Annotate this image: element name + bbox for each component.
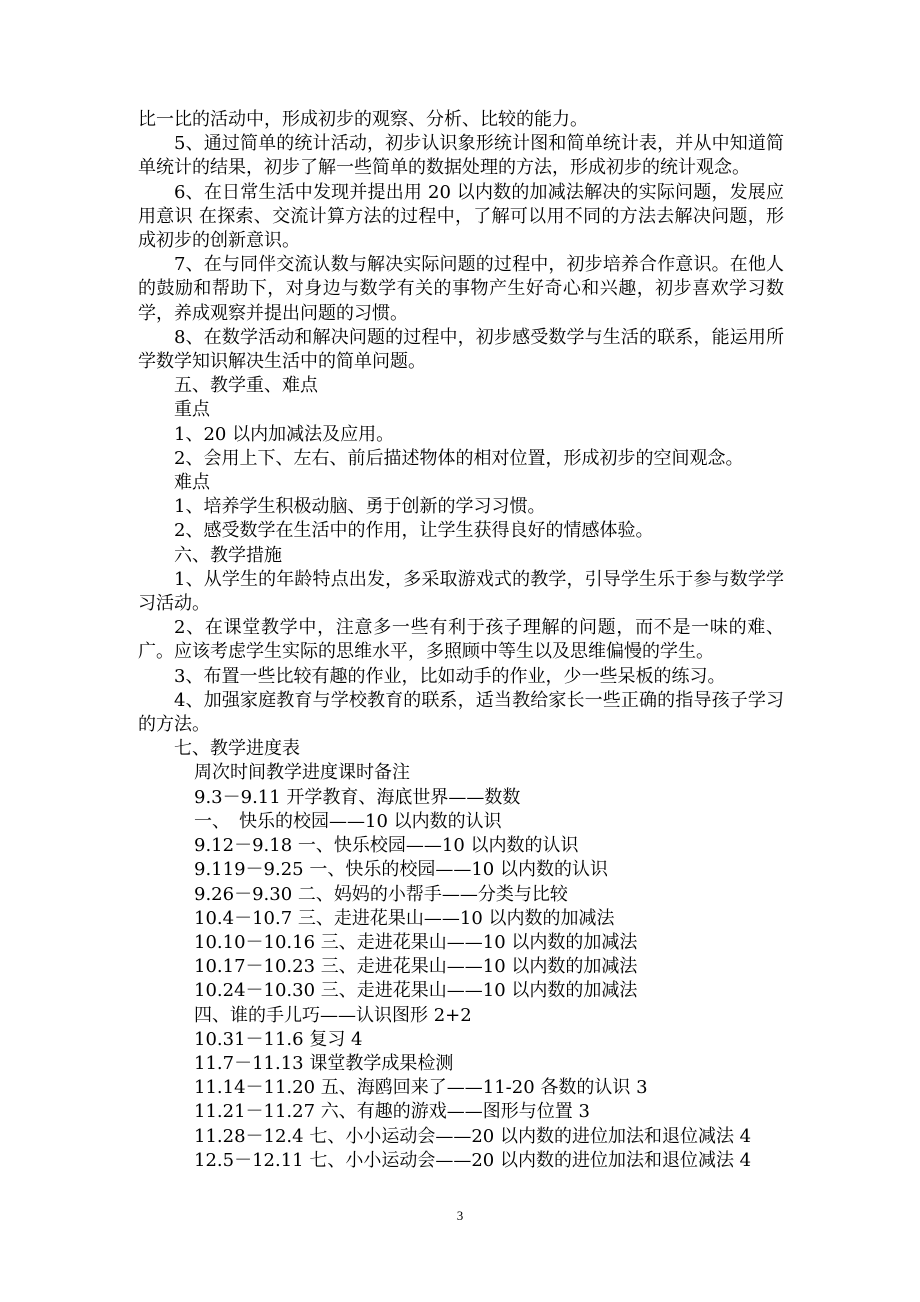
paragraph: 7、在与同伴交流认数与解决实际问题的过程中，初步培养合作意识。在他人的鼓励和帮助下，对身边与数学有关的事物产生好奇心和兴趣，初步喜欢学习数学，养成观察并提出问题的习惯。 [138,254,784,324]
paragraph: 3、布置一些比较有趣的作业，比如动手的作业，少一些呆板的练习。 [174,665,726,687]
schedule-line: 11.28－12.4 七、小小运动会——20 以内数的进位加法和退位减法 4 [194,1125,752,1147]
paragraph: 五、教学重、难点 [174,375,318,397]
paragraph: 6、在日常生活中发现并提出用 20 以内数的加减法解决的实际问题，发展应用意识 在探索、交流计算方法的过程中，了解可以用不同的方法去解决问题，形成初步的创新意识。 [138,181,784,252]
schedule-table-lines [138,761,784,1172]
paragraph: 六、教学措施 [174,544,282,566]
paragraph: 1、从学生的年龄特点出发，多采取游戏式的教学，引导学生乐于参与数学学习活动。 [138,568,784,615]
document-body [138,108,784,1173]
schedule-line: 9.119－9.25 一、快乐的校园——10 以内数的认识 [194,859,608,881]
schedule-line: 12.5－12.11 七、小小运动会——20 以内数的进位加法和退位减法 4 [194,1149,752,1171]
schedule-line: 四、谁的手儿巧——认识图形 2+2 [194,1004,472,1026]
paragraph: 2、在课堂教学中，注意多一些有利于孩子理解的问题，而不是一味的难、广。应该考虑学生实际的思维水平，多照顾中等生以及思维偏慢的学生。 [138,617,784,663]
schedule-line: 11.21－11.27 六、有趣的游戏——图形与位置 3 [194,1101,590,1123]
paragraph: 2、感受数学在生活中的作用，让学生获得良好的情感体验。 [174,520,654,542]
page-number: 3 [456,1208,464,1223]
body-paragraphs [138,108,784,761]
schedule-line: 10.17－10.23 三、走进花果山——10 以内数的加减法 [194,956,638,978]
paragraph: 4、加强家庭教育与学校教育的联系，适当教给家长一些正确的指导孩子学习的方法。 [138,689,784,736]
paragraph: 七、教学进度表 [174,738,300,760]
paragraph: 2、会用上下、左右、前后描述物体的相对位置，形成初步的空间观念。 [174,447,744,469]
schedule-line: 周次时间教学进度课时备注 [194,762,410,784]
schedule-line: 一、 快乐的校园——10 以内数的认识 [194,810,502,832]
paragraph: 1、培养学生积极动脑、勇于创新的学习习惯。 [174,496,546,518]
schedule-line: 11.14－11.20 五、海鸥回来了——11-20 各数的认识 3 [194,1077,648,1099]
schedule-line: 10.31－11.6 复习 4 [194,1028,363,1050]
schedule-line: 10.10－10.16 三、走进花果山——10 以内数的加减法 [194,931,638,953]
paragraph: 1、20 以内加减法及应用。 [174,423,395,445]
paragraph: 重点 [174,399,210,421]
paragraph: 难点 [174,472,210,494]
schedule-line: 9.3－9.11 开学教育、海底世界——数数 [194,786,521,808]
paragraph: 5、通过简单的统计活动，初步认识象形统计图和简单统计表，并从中知道简单统计的结果，初步了解一些简单的数据处理的方法，形成初步的统计观念。 [138,133,784,179]
schedule-line: 9.26－9.30 二、妈妈的小帮手——分类与比较 [194,883,568,905]
schedule-line: 10.24－10.30 三、走进花果山——10 以内数的加减法 [194,980,638,1002]
schedule-line: 11.7－11.13 课堂教学成果检测 [194,1052,454,1074]
schedule-line: 10.4－10.7 三、走进花果山——10 以内数的加减法 [194,907,615,929]
paragraph: 比一比的活动中，形成初步的观察、分析、比较的能力。 [138,109,588,130]
schedule-line: 9.12－9.18 一、快乐校园——10 以内数的认识 [194,835,579,857]
paragraph: 8、在数学活动和解决问题的过程中，初步感受数学与生活的联系，能运用所学数学知识解决生活中的简单问题。 [138,326,784,373]
